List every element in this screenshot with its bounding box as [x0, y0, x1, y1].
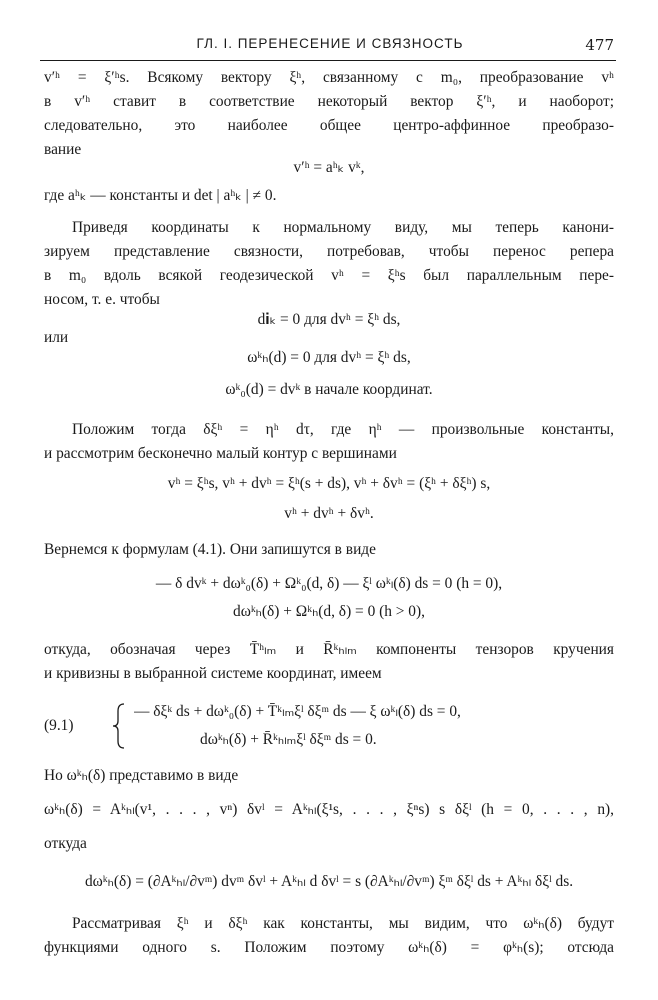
- text-line: откуда, обозначая через T̄ʰₗₘ и R̄ᵏₕₗₘ компоненты тензоров кручения: [44, 641, 614, 658]
- equation: — δξᵏ ds + dωᵏ₀(δ) + T̄ᵏₗₘξˡ δξᵐ ds — ξ ωᵏₗ(δ) ds = 0,: [134, 703, 461, 720]
- text-line: следовательно, это наиболее общее центро-аффинное преобразо-: [44, 117, 614, 134]
- page-number: 477: [585, 36, 614, 54]
- text-line: и кривизны в выбранной системе координат, имеем: [44, 665, 382, 682]
- text-line: вание: [44, 141, 82, 158]
- text-line: Положим тогда δξʰ = ηʰ dτ, где ηʰ — произвольные константы,: [72, 421, 614, 438]
- equation: ωᵏ₀(d) = dvᵏ в начале координат.: [225, 381, 433, 398]
- text-line: откуда: [44, 835, 87, 852]
- chapter-title: ГЛ. I. ПЕРЕНЕСЕНИЕ И СВЯЗНОСТЬ: [196, 36, 464, 51]
- text-line: Вернемся к формулам (4.1). Они запишутся в виде: [44, 541, 376, 558]
- text-line: носом, т. е. чтобы: [44, 291, 160, 308]
- equation: ωᵏₕ(δ) = Aᵏₕₗ(v¹, . . . , vⁿ) δvˡ = Aᵏₕₗ(ξ¹s, . . . , ξⁿs) s δξˡ (h = 0, . . . , n),: [44, 801, 614, 818]
- text-line: Но ωᵏₕ(δ) представимо в виде: [44, 767, 239, 784]
- text-line: или: [44, 329, 69, 346]
- equation: ωᵏₕ(d) = 0 для dvʰ = ξʰ ds,: [247, 349, 411, 366]
- text-line: Приведя координаты к нормальному виду, мы теперь канони-: [72, 219, 614, 236]
- text-line: функциями одного s. Положим поэтому ωᵏₕ(δ) = φᵏₕ(s); отсюда: [44, 939, 614, 956]
- text-line: в v′ʰ ставит в соответствие некоторый вектор ξ′ʰ, и наоборот;: [44, 93, 614, 110]
- equation: vʰ + dvʰ + δvʰ.: [284, 505, 374, 522]
- equation: v′ʰ = aʰₖ vᵏ,: [293, 159, 365, 176]
- text-line: зируем представление связности, потребовав, чтобы перенос репера: [44, 243, 614, 260]
- running-header: [0, 36, 658, 58]
- equation: dωᵏₕ(δ) + Ωᵏₕ(d, δ) = 0 (h > 0),: [233, 603, 425, 620]
- text-line: v′ʰ = ξ′ʰs. Всякому вектору ξʰ, связанному с m₀, преобразование vʰ: [44, 69, 614, 86]
- equation: — δ dvᵏ + dωᵏ₀(δ) + Ωᵏ₀(d, δ) — ξˡ ωᵏₗ(δ) ds = 0 (h = 0),: [155, 575, 503, 592]
- text-line: в m₀ вдоль всякой геодезической vʰ = ξʰs был параллельным пере-: [44, 267, 614, 284]
- equation-label: (9.1): [44, 717, 74, 734]
- text-line: и рассмотрим бесконечно малый контур с вершинами: [44, 445, 397, 462]
- text-line: Рассматривая ξʰ и δξʰ как константы, мы видим, что ωᵏₕ(δ) будут: [72, 915, 614, 932]
- equation: dωᵏₕ(δ) = (∂Aᵏₕₗ/∂vᵐ) dvᵐ δvˡ + Aᵏₕₗ d δvˡ = s (∂Aᵏₕₗ/∂vᵐ) ξᵐ δξˡ ds + Aᵏₕₗ δξˡ ds.: [84, 873, 574, 890]
- equation: d𝐢ₖ = 0 для dvʰ = ξʰ ds,: [257, 311, 401, 328]
- header-rule: [40, 60, 616, 61]
- equation: vʰ = ξʰs, vʰ + dvʰ = ξʰ(s + ds), vʰ + δvʰ = (ξʰ + δξʰ) s,: [167, 475, 491, 492]
- equation: dωᵏₕ(δ) + R̄ᵏₕₗₘξˡ δξᵐ ds = 0.: [200, 731, 377, 748]
- left-brace: [112, 703, 126, 749]
- text-line: где aʰₖ — константы и det | aʰₖ | ≠ 0.: [44, 187, 277, 204]
